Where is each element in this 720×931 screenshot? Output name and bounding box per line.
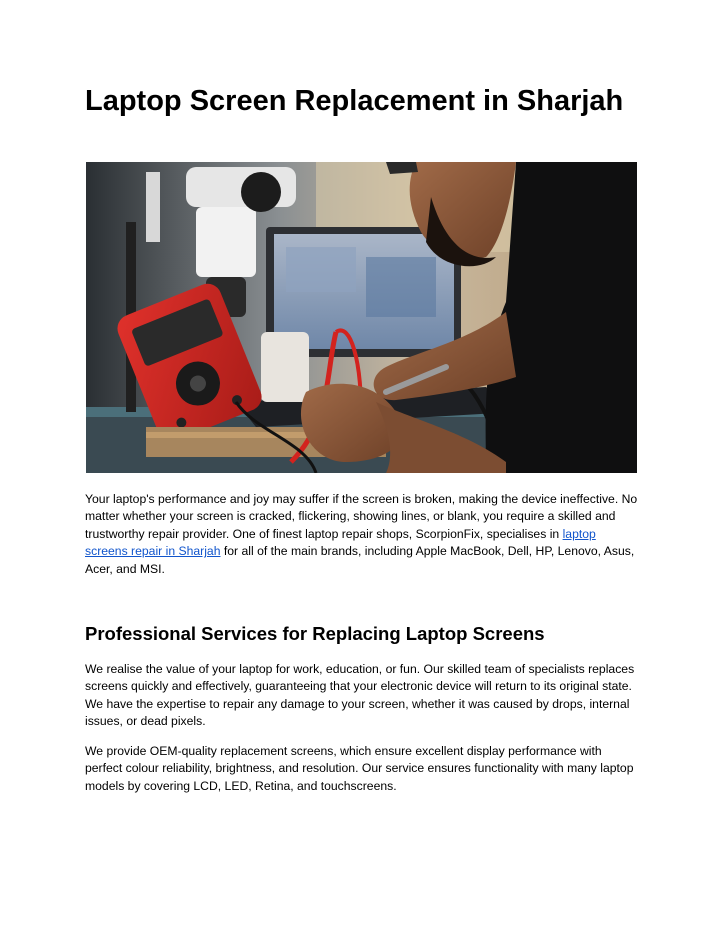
intro-paragraph (85, 491, 638, 578)
hero-image (86, 162, 637, 473)
intro-text-before-link: Your laptop's performance and joy may suffer if the screen is broken, making the device ineffective. No matter whether your screen is cracked, flickering, showing lines, or blank, you require a skilled and trustworthy repair provider. One of finest laptop repair shops, ScorpionFix, specialises in (85, 492, 638, 541)
page-title: Laptop Screen Replacement in Sharjah (85, 85, 624, 117)
section-heading: Professional Services for Replacing Laptop Screens (85, 623, 545, 644)
section-paragraph-2: We provide OEM-quality replacement screens, which ensure excellent display performance with perfect colour reliability, brightness, and resolution. Our service ensures functionality with many laptop models by covering LCD, LED, Retina, and touchscreens. (85, 744, 634, 793)
laptop-screen-repair-link[interactable]: laptop screens repair in Sharjah (85, 526, 596, 559)
intro-text-after-link: for all of the main brands, including Apple MacBook, Dell, HP, Lenovo, Asus, Acer, and MSI. (85, 544, 635, 576)
section-paragraph-1: We realise the value of your laptop for work, education, or fun. Our skilled team of specialists replaces screens quickly and effectively, guaranteeing that your electronic device will return to its original state. We have the expertise to repair any damage to your screen, whether it was caused by drops, internal issues, or dead pixels. (85, 662, 635, 729)
